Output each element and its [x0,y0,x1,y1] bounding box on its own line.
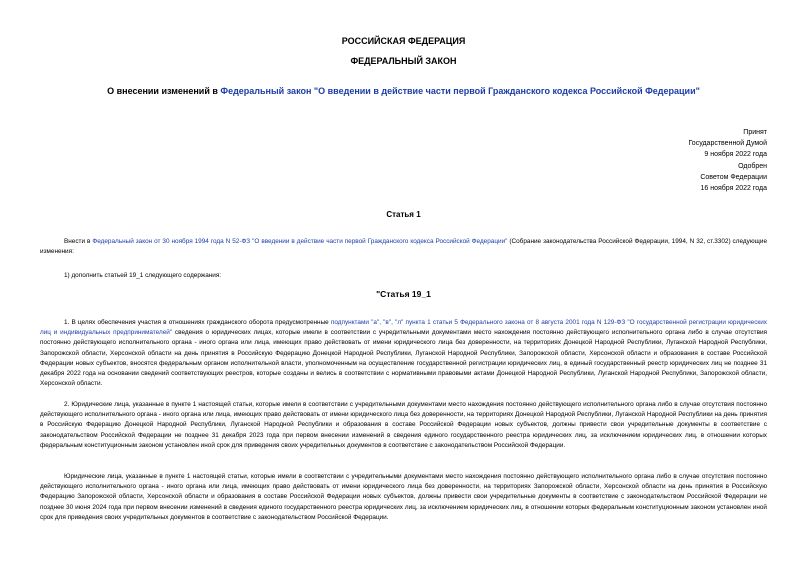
federation-heading: РОССИЙСКАЯ ФЕДЕРАЦИЯ [341,36,466,46]
article-19-1-para-3: Юридические лица, указанные в пункте 1 настоящей статьи, которые имели в соответствии с учредительными документами место нахождения постоянно действующего исполнительного органа либо в случае отсутствия постоянно действующего исполнительного органа - иного органа или лица, имеющих право действовать от имени юридического лица без доверенности, на территориях Запорожской области, Херсонской области на день принятия в Российскую Федерацию Запорожской области, Херсонской области и образования в составе Российской Федерации новых субъектов, должны привести свои учредительные документы в соответствие с законодательством Российской Федерации не позднее 30 июня 2024 года при первом внесении изменений в сведения единого государственного реестра юридических лиц, за исключением юридических лиц, в отношении которых федеральным конституционным законом установлен иной срок для приведения своих учредительных документов в соответствие с законодательством Российской Федерации. [40,473,767,521]
law-52-fz-link[interactable]: Федеральный закон от 30 ноября 1994 года N 52-ФЗ "О введении в действие части первой Гражданского кодекса Российской Федерации" [92,238,508,245]
adoption-block [688,127,767,194]
law-type-heading: ФЕДЕРАЛЬНЫЙ ЗАКОН [350,56,457,66]
law-129-fz-link[interactable]: подпунктами "а", "в", "л" пункта 1 статьи 5 Федерального закона от 8 августа 2001 года N 129-ФЗ "О государственной регистрации юридических лиц и индивидуальных предпринимателей" [40,319,767,337]
adoption-line: 16 ноября 2022 года [700,185,767,193]
intro-prefix: Внести в [64,238,93,245]
adoption-line: Государственной Думой [688,140,767,148]
article-19-1-para-1 [40,318,767,389]
article-19-1-heading: "Статья 19_1 [376,289,431,299]
article-1-intro [40,237,767,257]
intro-suffix: (Собрание законодательства Российской Федерации, 1994, N 32, ст.3302) следующие изменения: [40,238,767,256]
adoption-line: Советом Федерации [700,173,767,181]
law-title-prefix: О внесении изменений в [107,86,221,96]
article-19-1-para-2: 2. Юридические лица, указанные в пункте 1 настоящей статьи, которые имели в соответствии с учредительными документами место нахождения постоянно действующего исполнительного органа либо в случае отсутствия постоянно действующего исполнительного органа - иного органа или лица, имеющих право действовать от имени юридического лица без доверенности, на территориях Донецкой Народной Республики, Луганской Народной Республики на день принятия в Российскую Федерацию Донецкой Народной Республики, Луганской Народной Республики и образования в составе Российской Федерации новых субъектов, должны привести свои учредительные документы в соответствие с законодательством Российской Федерации не позднее 31 декабря 2023 года при первом внесении изменений в сведения единого государственного реестра юридических лиц, за исключением юридических лиц, в отношении которых федеральным конституционным законом установлен иной срок для приведения своих учредительных документов в соответствие с законодательством Российской Федерации. [40,401,767,449]
article-1-item-1: 1) дополнить статьей 19_1 следующего содержания: [64,272,222,279]
para-1-text: сведения о юридических лицах, которые имели в соответствии с учредительными документами место нахождения постоянно действующего исполнительного органа либо в случае отсутствия постоянно действующего исполнительного органа - иного органа или лица, имеющих право действовать от имени юридического лица без доверенности, на территориях Донецкой Народной Республики, Луганской Народной Республики, Запорожской области, Херсонской области на день принятия в Российскую Федерацию Донецкой Народной Республики, Луганской Народной Республики, Запорожской области, Херсонской области и образования в составе Российской Федерации новых субъектов, вносятся федеральным органом исполнительной власти, уполномоченным на осуществление государственной регистрации юридических лиц, в единый государственный реестр юридических лиц не позднее 31 декабря 2022 года на основании сведений соответствующих реестров, которые созданы и велись в соответствии с нормативными правовыми актами Донецкой Народной Республики, Луганской Народной Республики, Запорожской области, Херсонской области. [40,329,767,388]
law-title [40,86,767,96]
adoption-line: 9 ноября 2022 года [704,151,767,159]
article-1-heading: Статья 1 [386,210,421,219]
law-title-link[interactable]: Федеральный закон "О введении в действие части первой Гражданского кодекса Российской Федерации" [220,86,700,96]
adoption-line: Принят [743,129,767,136]
para-1-prefix: 1. В целях обеспечения участия в отношениях гражданского оборота предусмотренные [64,319,331,326]
adoption-line: Одобрен [738,162,767,170]
